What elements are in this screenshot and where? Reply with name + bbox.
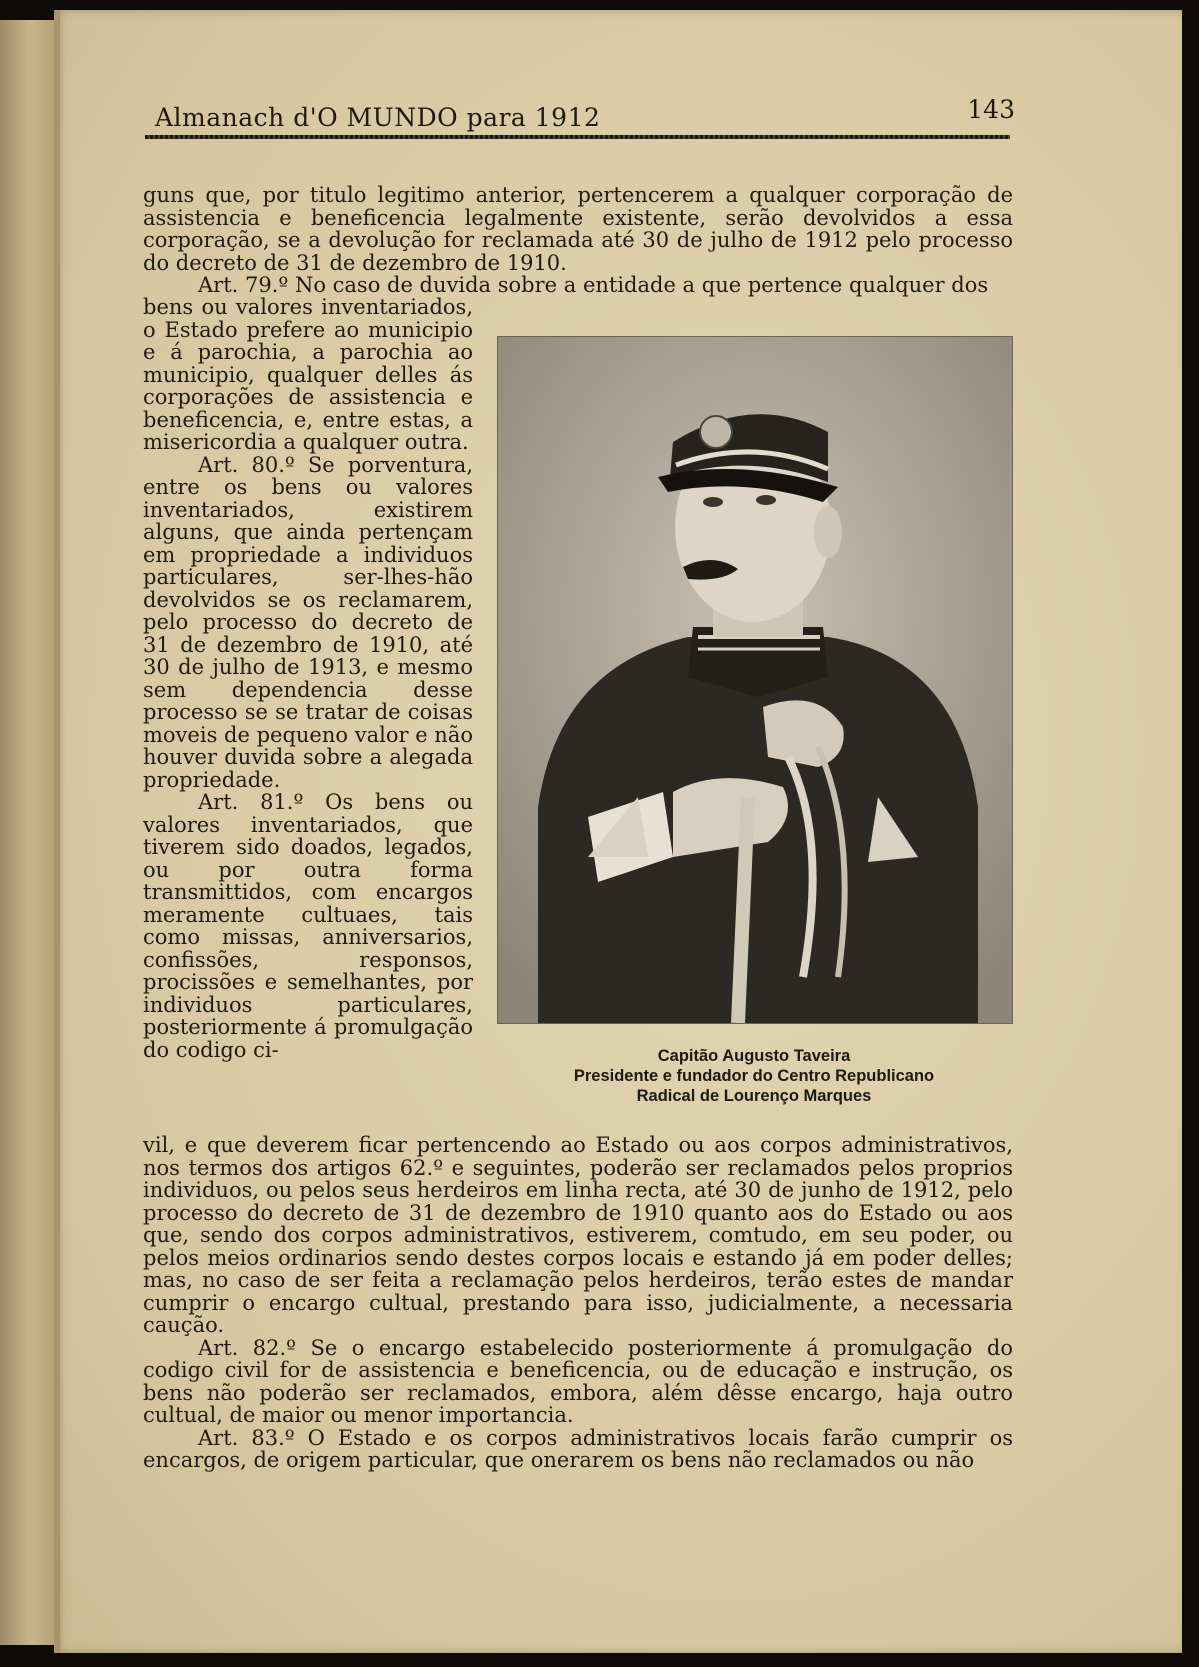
article-81-continuation: vil, e que deverem ficar pertencendo ao Estado ou aos corpos administrativos, nos termos dos artigos 62.º e seguintes, poderão ser reclamados pelos proprios individuos, ou pelos seus herdeiros em linha recta, até 30 de junho de 1912, pelo processo do decreto de 31 de dezembro de 1910 quanto aos do Estado ou aos que, sendo dos corpos administrativos, estiverem, comtudo, em seu poder, ou pelos meios ordinarios sendo destes corpos locais e estando já em poder delles; mas, no caso de ser feita a reclamação pelos herdeiros, terão estes de mandar cumprir o encargo cultual, prestando para isso, judicialmente, a necessaria caução. xyxy=(143,1133,1013,1337)
article-81-start: Art. 81.º Os bens ou valores inventariados, que tiverem sido doados, legados, ou por outra forma transmittidos, com encargos meramente cultuaes, tais como missas, anniversarios, confissões, responsos, procissões e semelhantes, por individuos particulares, posteriormente á promulgação do codigo ci- xyxy=(143,790,473,1062)
portrait-photo xyxy=(497,336,1013,1024)
page-number: 143 xyxy=(967,95,1015,124)
text-block-top xyxy=(143,184,1013,297)
article-82: Art. 82.º Se o encargo estabelecido posteriormente á promulgação do codigo civil for de assistencia e beneficencia, ou de educação e instrução, os bens não poderão ser reclamados, embora, além dêsse encargo, haja outro cultual, de maior ou menor importancia. xyxy=(143,1335,1013,1427)
portrait-illustration xyxy=(498,337,1012,1023)
running-title: Almanach d'O MUNDO para 1912 xyxy=(155,103,601,132)
text-block-bottom xyxy=(143,1134,1013,1472)
opening-paragraph: guns que, por titulo legitimo anterior, pertencerem a qualquer corporação de assistencia e beneficencia legalmente existente, serão devolvidos a essa corporação, se a devolução for reclamada até 30 de julho de 1912 pelo processo do decreto de 31 de dezembro de 1910. xyxy=(143,183,1013,275)
caption-role: Presidente e fundador do Centro Republicano xyxy=(573,1067,935,1085)
book-spine xyxy=(0,20,54,1645)
caption-place: Radical de Lourenço Marques xyxy=(636,1087,872,1105)
running-header xyxy=(145,95,1015,135)
article-83: Art. 83.º O Estado e os corpos administrativos locais farão cumprir os encargos, de origem particular, que onerarem os bens não reclamados ou não xyxy=(143,1425,1013,1472)
text-column-left xyxy=(143,296,473,1061)
caption-name: Capitão Augusto Taveira xyxy=(657,1047,851,1065)
photo-caption xyxy=(497,1046,1011,1106)
article-79-intro: Art. 79.º No caso de duvida sobre a entidade a que pertence qualquer dos xyxy=(198,273,989,297)
page-edge xyxy=(54,10,60,1653)
header-rule xyxy=(145,135,1010,139)
article-80: Art. 80.º Se porventura, entre os bens ou valores inventariados, existirem alguns, que ainda pertençam em propriedade a individuos particulares, ser-lhes-hão devolvidos se os reclamarem, pelo processo do decreto de 31 de dezembro de 1910, até 30 de julho de 1913, e mesmo sem dependencia desse processo se se tratar de coisas moveis de pequeno valor e não houver duvida sobre a alegada propriedade. xyxy=(143,452,473,792)
article-79-continuation: bens ou valores inventariados, o Estado prefere ao municipio e á parochia, a parochia ao municipio, qualquer delles ás corporações de assistencia e beneficencia, e, entre estas, a misericordia a qualquer outra. xyxy=(143,295,473,454)
